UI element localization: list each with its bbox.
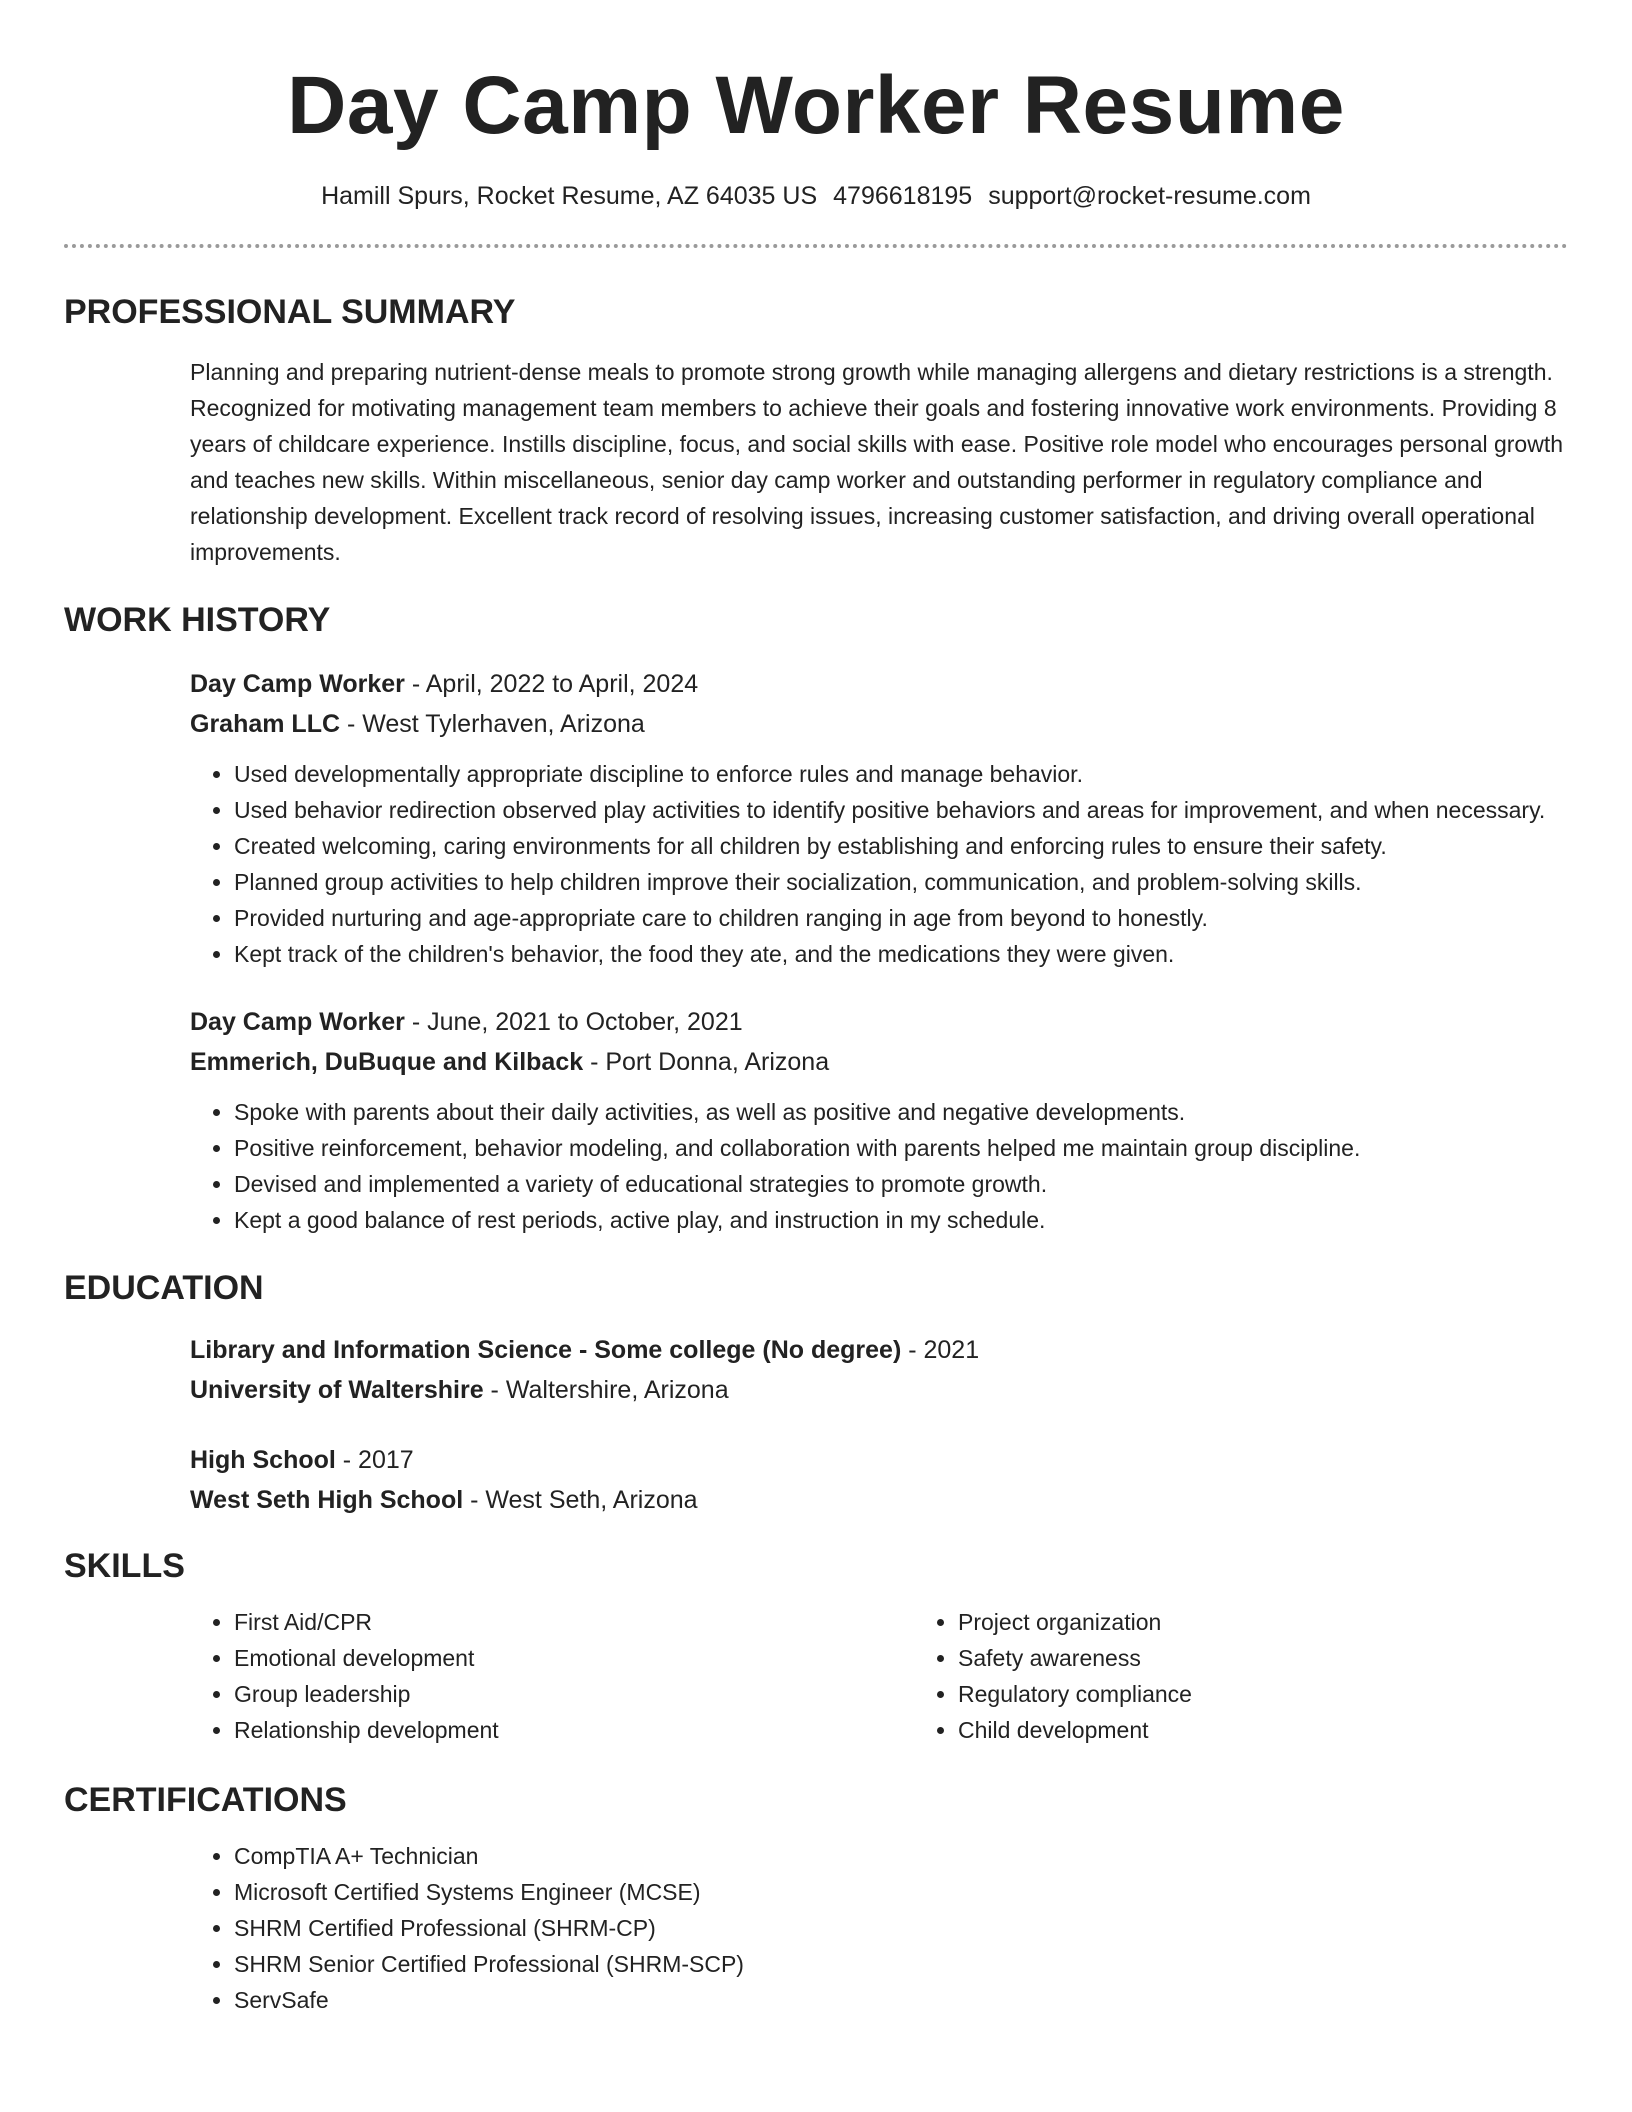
list-item: • Child development (958, 1712, 1632, 1748)
work-history-heading: WORK HISTORY (64, 601, 331, 639)
list-item: • Planned group activities to help children improve their socialization, communication, and problem-solving skills. (234, 864, 1568, 900)
certifications-list (190, 1838, 1568, 2018)
list-item: • Relationship development (234, 1712, 914, 1748)
job-title-line (190, 664, 1568, 704)
job-bullets (190, 756, 1568, 972)
header-divider (64, 244, 1568, 248)
list-item: • Created welcoming, caring environments for all children by establishing and enforcing rules to ensure their safety. (234, 828, 1568, 864)
summary-heading: PROFESSIONAL SUMMARY (64, 293, 516, 331)
list-item: • Kept track of the children's behavior, the food they ate, and the medications they were given. (234, 936, 1568, 972)
skills-heading: SKILLS (64, 1547, 185, 1585)
job-location: - West Tylerhaven, Arizona (340, 710, 645, 738)
job-bullets (190, 1094, 1568, 1238)
education-school-line (190, 1370, 1568, 1410)
list-item: • Project organization (958, 1604, 1632, 1640)
education-degree: High School (190, 1446, 336, 1474)
list-item: • Used developmentally appropriate discipline to enforce rules and manage behavior. (234, 756, 1568, 792)
job-title: Day Camp Worker (190, 670, 405, 698)
list-item: • First Aid/CPR (234, 1604, 914, 1640)
skills-grid (190, 1604, 1568, 1748)
education-entry (190, 1440, 1568, 1520)
contact-line (64, 180, 1568, 212)
job-title: Day Camp Worker (190, 1008, 405, 1036)
education-degree: Library and Information Science - Some college (No degree) (190, 1336, 902, 1364)
job-location: - Port Donna, Arizona (583, 1048, 830, 1076)
summary-text: Planning and preparing nutrient-dense meals to promote strong growth while managing allergens and dietary restrictions is a strength. Recognized for motivating management team members to achieve their goals and fostering innovative work environments. Providing 8 years of childcare experience. Instills discipline, focus, and social skills with ease. Positive role model who encourages personal growth and teaches new skills. Within miscellaneous, senior day camp worker and outstanding performer in regulatory compliance and relationship development. Excellent track record of resolving issues, increasing customer satisfaction, and driving overall operational improvements. (190, 359, 1564, 565)
list-item: • ServSafe (234, 1982, 1568, 2018)
job-dates: - June, 2021 to October, 2021 (404, 1008, 743, 1036)
skills-list-right (914, 1604, 1632, 1748)
list-item: • Positive reinforcement, behavior modeling, and collaboration with parents helped me maintain group discipline. (234, 1130, 1568, 1166)
list-item: • Group leadership (234, 1676, 914, 1712)
education-degree-line (190, 1440, 1568, 1480)
certifications-block (190, 1838, 1568, 2018)
education-heading: EDUCATION (64, 1269, 264, 1307)
job-company: Emmerich, DuBuque and Kilback (190, 1048, 584, 1076)
contact-phone: 4796618195 (833, 182, 973, 210)
skills-list-left (190, 1604, 914, 1748)
contact-address: Hamill Spurs, Rocket Resume, AZ 64035 US (321, 182, 818, 210)
list-item: • Spoke with parents about their daily activities, as well as positive and negative developments. (234, 1094, 1568, 1130)
education-school: University of Waltershire (190, 1376, 484, 1404)
list-item: • Used behavior redirection observed play activities to identify positive behaviors and areas for improvement, and when necessary. (234, 792, 1568, 828)
resume-title: Day Camp Worker Resume (287, 60, 1345, 151)
resume-page (64, 0, 1568, 2018)
education-school-line (190, 1480, 1568, 1520)
education-degree-line (190, 1330, 1568, 1370)
list-item: • Emotional development (234, 1640, 914, 1676)
list-item: • Devised and implemented a variety of educational strategies to promote growth. (234, 1166, 1568, 1202)
list-item: • Provided nurturing and age-appropriate care to children ranging in age from beyond to honestly. (234, 900, 1568, 936)
education-entry (190, 1330, 1568, 1410)
education-location: - West Seth, Arizona (463, 1486, 698, 1514)
list-item: • Kept a good balance of rest periods, active play, and instruction in my schedule. (234, 1202, 1568, 1238)
list-item: • Microsoft Certified Systems Engineer (MCSE) (234, 1874, 1568, 1910)
list-item: • CompTIA A+ Technician (234, 1838, 1568, 1874)
list-item: • SHRM Certified Professional (SHRM-CP) (234, 1910, 1568, 1946)
education-location: - Waltershire, Arizona (483, 1376, 729, 1404)
list-item: • Regulatory compliance (958, 1676, 1632, 1712)
job-company-line (190, 1042, 1568, 1082)
job-company: Graham LLC (190, 710, 341, 738)
education-year: - 2021 (901, 1336, 980, 1364)
job-company-line (190, 704, 1568, 744)
certifications-heading: CERTIFICATIONS (64, 1781, 347, 1819)
job-title-line (190, 1002, 1568, 1042)
contact-email: support@rocket-resume.com (988, 182, 1311, 210)
education-school: West Seth High School (190, 1486, 464, 1514)
job-dates: - April, 2022 to April, 2024 (404, 670, 699, 698)
list-item: • SHRM Senior Certified Professional (SHRM-SCP) (234, 1946, 1568, 1982)
education-year: - 2017 (335, 1446, 414, 1474)
job-entry (190, 1002, 1568, 1238)
job-entry (190, 664, 1568, 972)
list-item: • Safety awareness (958, 1640, 1632, 1676)
